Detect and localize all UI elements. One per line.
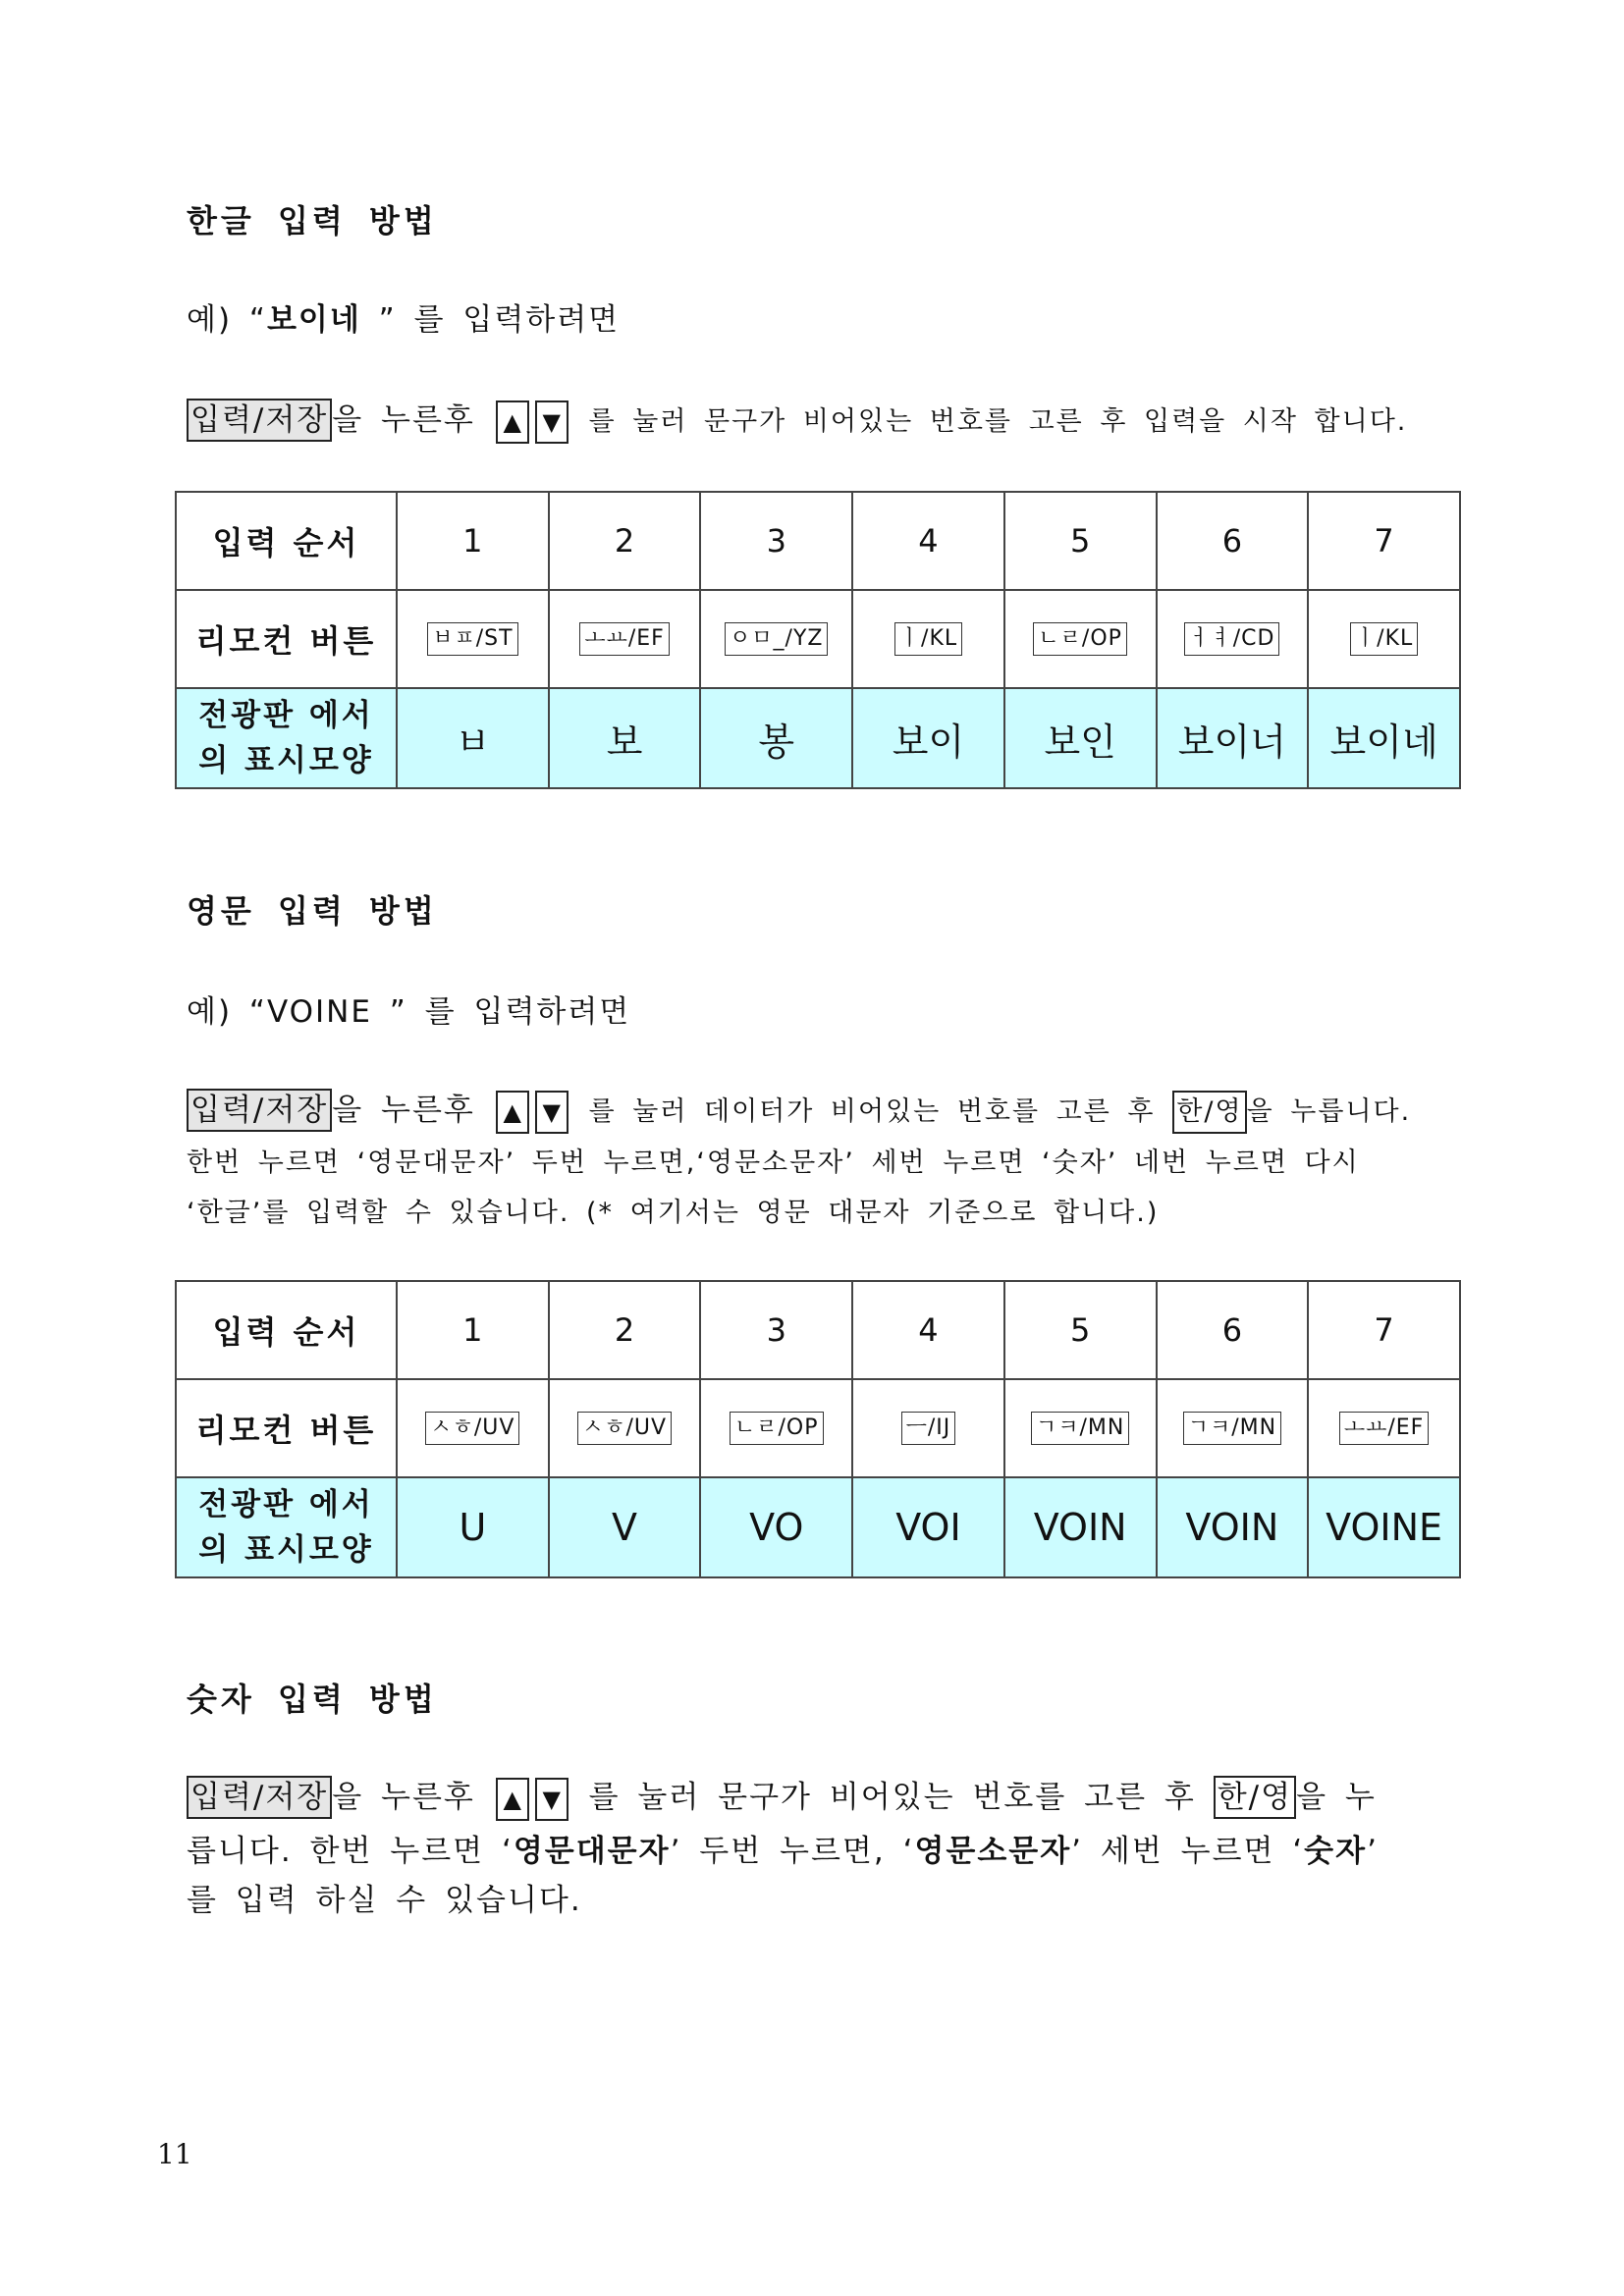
remote-button-label: ㅗㅛ/EF — [1339, 1412, 1429, 1445]
table-row-display — [176, 1477, 1460, 1577]
remote-cell — [700, 1379, 852, 1477]
display-cell: V — [549, 1477, 701, 1577]
display-cell: 보이너 — [1157, 688, 1309, 788]
order-cell: 3 — [700, 492, 852, 590]
number-line2-text: ’ 세번 누르면 ‘ — [1071, 1834, 1305, 1869]
remote-button-label: ㅗㅛ/EF — [579, 622, 669, 656]
number-instr-after-key: 을 누른후 — [332, 1780, 475, 1815]
remote-cell — [397, 590, 549, 688]
order-cell: 4 — [852, 492, 1004, 590]
english-instr-end: 을 누릅니다. — [1246, 1096, 1412, 1127]
english-instr-rest: 를 눌러 데이터가 비어있는 번호를 고른 후 — [588, 1096, 1156, 1127]
english-line2: 한번 누르면 ‘영문대문자’ 두번 누르면,‘영문소문자’ 세번 누르면 ‘숫자’ 네번 누르면 다시 — [187, 1148, 1360, 1178]
arrow-up-icon: ▲ — [496, 1091, 529, 1134]
number-line2 — [187, 1826, 1379, 1870]
remote-button-label: ㄱㅋ/MN — [1031, 1412, 1129, 1445]
remote-button-label: ㅇㅁ_/YZ — [725, 622, 828, 656]
display-cell: VOI — [852, 1477, 1004, 1577]
remote-cell — [1308, 1379, 1460, 1477]
number-line3: 를 입력 하실 수 있습니다. — [187, 1883, 582, 1918]
order-cell: 4 — [852, 1281, 1004, 1379]
display-cell: 보이 — [852, 688, 1004, 788]
order-label: 입력 순서 — [176, 492, 397, 590]
english-instruction — [187, 1085, 1411, 1134]
english-line3: ‘한글’를 입력할 수 있습니다. (* 여기서는 영문 대문자 기준으로 합니다.) — [187, 1198, 1160, 1228]
display-cell: VOINE — [1308, 1477, 1460, 1577]
display-label-line1: 전광판 에서 — [198, 1487, 374, 1522]
hangul-instruction — [187, 395, 1407, 444]
input-save-key: 입력/저장 — [187, 399, 332, 442]
display-cell: 봉 — [700, 688, 852, 788]
english-input-table — [175, 1280, 1461, 1578]
english-example-suffix: ” 를 입력하려면 — [371, 994, 631, 1030]
order-cell: 2 — [549, 1281, 701, 1379]
remote-cell — [1157, 590, 1309, 688]
number-heading: 숫자 입력 방법 — [187, 1681, 438, 1718]
remote-cell — [549, 590, 701, 688]
arrow-up-icon: ▲ — [496, 1778, 529, 1821]
display-cell: VOIN — [1157, 1477, 1309, 1577]
order-cell: 1 — [397, 492, 549, 590]
number-line2-text: 릅니다. 한번 누르면 ‘ — [187, 1834, 514, 1869]
table-row-order — [176, 492, 1460, 590]
display-cell: U — [397, 1477, 549, 1577]
remote-button-label: ㅂㅍ/ST — [427, 622, 517, 656]
order-cell: 6 — [1157, 492, 1309, 590]
remote-cell — [397, 1379, 549, 1477]
display-label-line2: 의 표시모양 — [198, 743, 374, 778]
number-line2-text: ’ 두번 누르면, ‘ — [670, 1834, 915, 1869]
hangul-example-suffix: ” 를 입력하려면 — [360, 302, 621, 338]
input-save-key: 입력/저장 — [187, 1089, 332, 1132]
hangul-example — [187, 294, 620, 339]
table-row-remote — [176, 1379, 1460, 1477]
display-cell: 보 — [549, 688, 701, 788]
order-cell: 7 — [1308, 492, 1460, 590]
number-line2-text: ’ — [1367, 1834, 1379, 1869]
remote-button-label: ㅓㅕ/CD — [1184, 622, 1279, 656]
hangul-instr-rest: 를 눌러 문구가 비어있는 번호를 고른 후 입력을 시작 합니다. — [588, 406, 1408, 437]
number-instr-rest: 를 눌러 문구가 비어있는 번호를 고른 후 — [588, 1780, 1196, 1815]
order-cell: 5 — [1004, 1281, 1157, 1379]
display-label-line1: 전광판 에서 — [198, 698, 374, 733]
remote-cell — [1004, 590, 1157, 688]
page-number: 11 — [157, 2138, 192, 2170]
remote-label: 리모컨 버튼 — [176, 1379, 397, 1477]
english-instr-after-key: 을 누른후 — [332, 1093, 475, 1128]
order-cell: 7 — [1308, 1281, 1460, 1379]
remote-cell — [1004, 1379, 1157, 1477]
remote-cell — [852, 1379, 1004, 1477]
arrow-down-icon: ▼ — [535, 400, 568, 444]
hangul-input-table — [175, 491, 1461, 789]
table-row-remote — [176, 590, 1460, 688]
remote-cell — [549, 1379, 701, 1477]
english-example — [187, 987, 630, 1031]
han-eng-key: 한/영 — [1172, 1091, 1246, 1134]
remote-cell — [1308, 590, 1460, 688]
hangul-example-word: 보이네 — [266, 302, 361, 338]
remote-button-label: ㅡ/IJ — [901, 1412, 956, 1445]
display-cell: VOIN — [1004, 1477, 1157, 1577]
order-cell: 5 — [1004, 492, 1157, 590]
remote-button-label: ㅅㅎ/UV — [577, 1412, 672, 1445]
remote-button-label: ㄴㄹ/OP — [730, 1412, 824, 1445]
table-row-order — [176, 1281, 1460, 1379]
display-cell: 보인 — [1004, 688, 1157, 788]
hangul-instr-after-key: 을 누른후 — [332, 402, 475, 438]
display-cell: ㅂ — [397, 688, 549, 788]
table-row-display — [176, 688, 1460, 788]
remote-button-label: ㄱㅋ/MN — [1183, 1412, 1281, 1445]
arrow-down-icon: ▼ — [535, 1091, 568, 1134]
display-cell: 보이네 — [1308, 688, 1460, 788]
han-eng-key: 한/영 — [1214, 1776, 1296, 1819]
order-label: 입력 순서 — [176, 1281, 397, 1379]
input-save-key: 입력/저장 — [187, 1776, 332, 1819]
display-label-line2: 의 표시모양 — [198, 1532, 374, 1568]
number-instruction — [187, 1772, 1377, 1821]
order-cell: 2 — [549, 492, 701, 590]
order-cell: 3 — [700, 1281, 852, 1379]
number-line2-uppercase: 영문대문자 — [513, 1834, 671, 1869]
display-label — [176, 688, 397, 788]
remote-cell — [852, 590, 1004, 688]
remote-button-label: ㅣ/KL — [894, 622, 962, 656]
arrow-down-icon: ▼ — [535, 1778, 568, 1821]
remote-cell — [700, 590, 852, 688]
remote-cell — [1157, 1379, 1309, 1477]
order-cell: 6 — [1157, 1281, 1309, 1379]
arrow-up-icon: ▲ — [496, 400, 529, 444]
remote-button-label: ㄴㄹ/OP — [1033, 622, 1127, 656]
number-line2-digit: 숫자 — [1304, 1834, 1368, 1869]
remote-button-label: ㅣ/KL — [1350, 622, 1418, 656]
display-cell: VO — [700, 1477, 852, 1577]
english-heading: 영문 입력 방법 — [187, 892, 438, 930]
hangul-heading: 한글 입력 방법 — [187, 202, 438, 240]
order-cell: 1 — [397, 1281, 549, 1379]
remote-button-label: ㅅㅎ/UV — [425, 1412, 519, 1445]
english-example-word: VOINE — [266, 994, 372, 1030]
number-line2-lowercase: 영문소문자 — [914, 1834, 1072, 1869]
display-label — [176, 1477, 397, 1577]
english-example-prefix: 예) “ — [187, 994, 267, 1030]
hangul-example-prefix: 예) “ — [187, 302, 267, 338]
number-instr-end: 을 누 — [1296, 1780, 1377, 1815]
remote-label: 리모컨 버튼 — [176, 590, 397, 688]
